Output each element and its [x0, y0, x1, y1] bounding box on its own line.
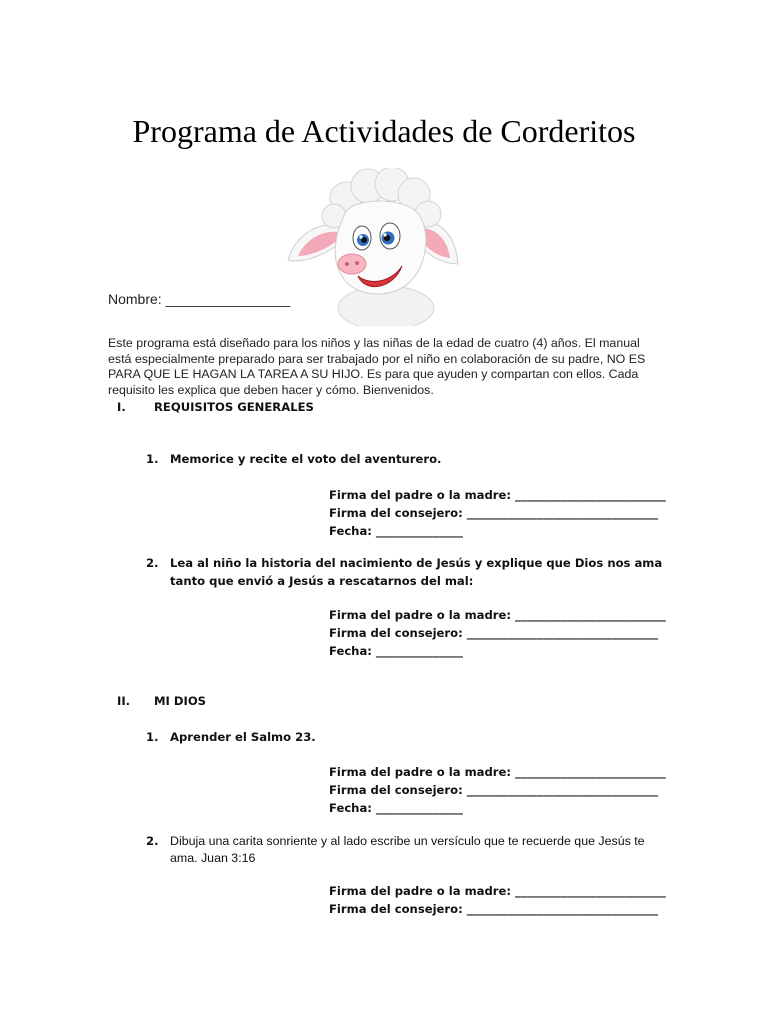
item-text: Memorice y recite el voto del aventurero. [170, 452, 442, 466]
list-item [146, 833, 661, 867]
date-line: Fecha: _______________ [329, 524, 463, 538]
section-number: I. [117, 400, 126, 414]
counselor-signature-line: Firma del consejero: _________________________________ [329, 506, 659, 520]
counselor-signature-line: Firma del consejero: _________________________________ [329, 783, 659, 797]
signature-block [329, 606, 666, 660]
item-number: 2. [146, 556, 159, 570]
list-item [146, 728, 666, 746]
item-text: Lea al niño la historia del nacimiento de Jesús y explique que Dios nos ama tanto que envió a Jesús a rescatarnos del mal: [170, 556, 663, 588]
intro-paragraph: Este programa está diseñado para los niños y las niñas de la edad de cuatro (4) años. El manual está especialmente preparado para ser trabajado por el niño en colaboración de su padre, NO ES PARA QUE LE HAGAN LA TAREA A SU HIJO. Es para que ayuden y compartan con ellos. Cada requisito les explica que deben hacer y cómo. Bienvenidos. [108, 336, 646, 397]
parent-signature-line: Firma del padre o la madre: __________________________ [329, 884, 666, 898]
list-item [146, 450, 666, 468]
date-line: Fecha: _______________ [329, 801, 463, 815]
item-text: Dibuja una carita sonriente y al lado escribe un versículo que te recuerde que Jesús te ama. Juan 3:16 [170, 834, 645, 865]
document-title: Programa de Actividades de Corderitos [132, 113, 636, 150]
section-title: REQUISITOS GENERALES [154, 400, 314, 414]
date-line: Fecha: _______________ [329, 644, 463, 658]
name-field-label: Nombre: ________________ [108, 291, 291, 307]
parent-signature-line: Firma del padre o la madre: __________________________ [329, 608, 666, 622]
section-number: II. [117, 694, 131, 708]
counselor-signature-line: Firma del consejero: _________________________________ [329, 626, 659, 640]
item-number: 1. [146, 452, 159, 466]
item-number: 2. [146, 834, 159, 848]
signature-block [329, 882, 666, 918]
signature-block [329, 486, 666, 540]
signature-block [329, 763, 666, 817]
parent-signature-line: Firma del padre o la madre: __________________________ [329, 488, 666, 502]
item-number: 1. [146, 730, 159, 744]
list-item [146, 554, 666, 590]
lamb-illustration [286, 168, 460, 326]
parent-signature-line: Firma del padre o la madre: __________________________ [329, 765, 666, 779]
item-text: Aprender el Salmo 23. [170, 730, 316, 744]
counselor-signature-line: Firma del consejero: _________________________________ [329, 902, 659, 916]
section-title: MI DIOS [154, 694, 207, 708]
